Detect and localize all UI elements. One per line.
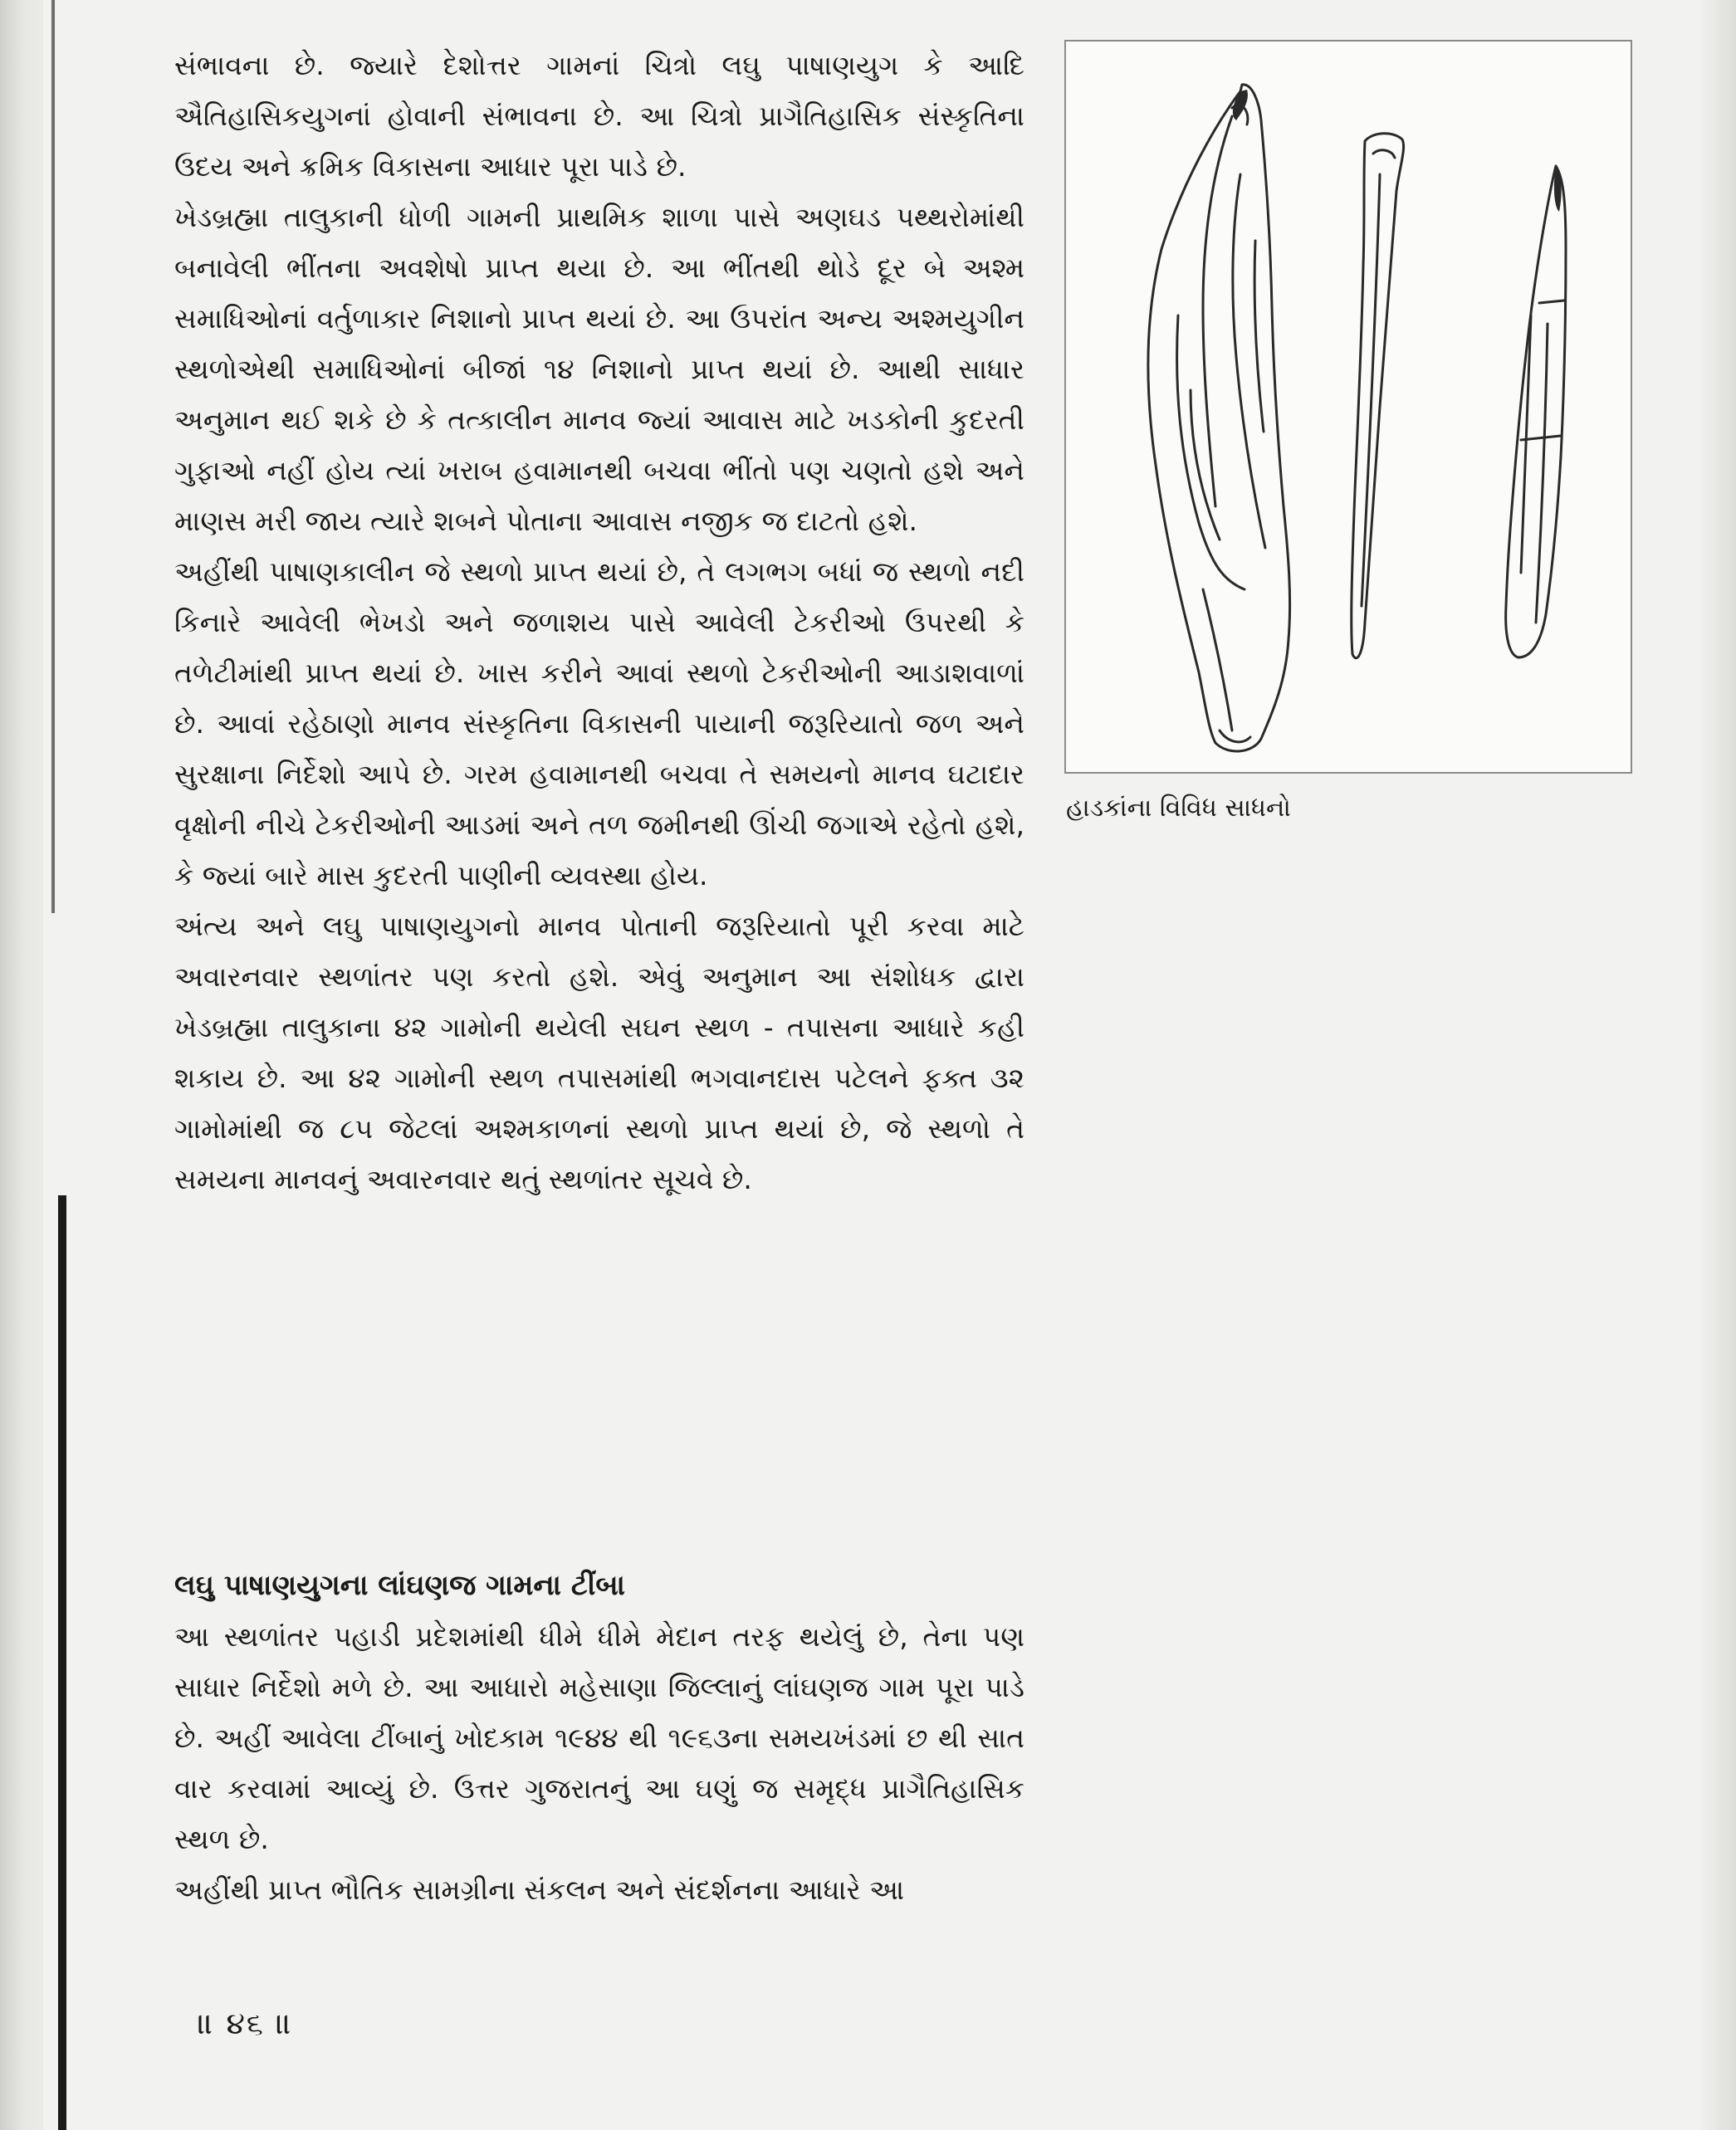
section-heading: લઘુ પાષાણયુગના લાંઘણજ ગામના ટીંબા <box>174 1569 625 1602</box>
spear-point-bone-tool <box>1506 166 1566 657</box>
large-bone-tool <box>1148 85 1290 751</box>
gutter-line <box>51 0 55 913</box>
figure-caption: હાડકાંના વિવિધ સાધનો <box>1066 794 1291 823</box>
section-paragraph-2: અહીંથી પ્રાપ્ત ભૌતિક સામગ્રીના સંકલન અને સંદર્શનના આધારે આ <box>174 1874 905 1906</box>
bone-tools-figure <box>1064 40 1632 774</box>
paragraph-1: સંભાવના છે. જ્યારે દેશોત્તર ગામનાં ચિત્રો લઘુ પાષાણયુગ કે આદિ ઐતિહાસિકયુગનાં હોવાની સંભાવના છે. આ ચિત્રો પ્રાગૈતિહાસિક સંસ્કૃતિના ઉદય અને ક્રમિક વિકાસના આધાર પૂરા પાડે છે. <box>174 49 1024 183</box>
paragraph-2: ખેડબ્રહ્મા તાલુકાની ધોળી ગામની પ્રાથમિક શાળા પાસે અણઘડ પથ્થરોમાંથી બનાવેલી ભીંતના અવશેષો પ્રાપ્ત થયા છે. આ ભીંતથી થોડે દૂર બે અશ્મ સમાધિઓનાં વર્તુળાકાર નિશાનો પ્રાપ્ત થયાં છે. આ ઉપરાંત અન્ય અશ્મયુગીન સ્થળોએથી સમાધિઓનાં બીજાં ૧૪ નિશાનો પ્રાપ્ત થયાં છે. આથી સાધાર અનુમાન થઈ શકે છે કે તત્કાલીન માનવ જ્યાં આવાસ માટે ખડકોની કુદરતી ગુફાઓ નહીં હોય ત્યાં ખરાબ હવામાનથી બચવા ભીંતો પણ ચણતો હશે અને માણસ મરી જાય ત્યારે શબને પોતાના આવાસ નજીક જ દાટતો હશે. <box>174 201 1024 537</box>
page-number: ॥ ૪૬ ॥ <box>198 2007 294 2041</box>
tool-tip-shading <box>1233 90 1248 120</box>
paragraph-4: અંત્ય અને લઘુ પાષાણયુગનો માનવ પોતાની જરૂરિયાતો પૂરી કરવા માટે અવારનવાર સ્થળાંતર પણ કરતો હશે. એવું અનુમાન આ સંશોધક દ્વારા ખેડબ્રહ્મા તાલુકાના ૪૨ ગામોની થયેલી સઘન સ્થળ - તપાસના આધારે કહી શકાય છે. આ ૪૨ ગામોની સ્થળ તપાસમાંથી ભગવાનદાસ પટેલને ફક્ત ૩૨ ગામોમાંથી જ ૮૫ જેટલાં અશ્મકાળનાં સ્થળો પ્રાપ્ત થયાં છે, જે સ્થળો તે સમયના માનવનું અવારનવાર થતું સ્થળાંતર સૂચવે છે. <box>174 910 1024 1195</box>
section-text-column <box>174 1611 1024 1915</box>
body-text-column <box>174 40 1024 1204</box>
page-edge-shadow <box>1700 0 1736 2130</box>
bone-tools-illustration <box>1066 42 1631 772</box>
section-paragraph-1: આ સ્થળાંતર પહાડી પ્રદેશમાંથી ધીમે ધીમે મેદાન તરફ થયેલું છે, તેના પણ સાધાર નિર્દેશો મળે છે. આ આધારો મહેસાણા જિલ્લાનું લાંઘણજ ગામ પૂરા પાડે છે. અહીં આવેલા ટીંબાનું ખોદકામ ૧૯૪૪ થી ૧૯૬૩ના સમયખંડમાં છ થી સાત વાર કરવામાં આવ્યું છે. ઉત્તર ગુજરાતનું આ ઘણું જ સમૃદ્ધ પ્રાગૈતિહાસિક સ્થળ છે. <box>174 1620 1024 1855</box>
awl-bone-tool <box>1352 134 1404 658</box>
paragraph-3: અહીંથી પાષાણકાલીન જે સ્થળો પ્રાપ્ત થયાં છે, તે લગભગ બધાં જ સ્થળો નદી કિનારે આવેલી ભેખડો અને જળાશય પાસે આવેલી ટેકરીઓ ઉપરથી કે તળેટીમાંથી પ્રાપ્ત થયાં છે. ખાસ કરીને આવાં સ્થળો ટેકરીઓની આડાશવાળાં છે. આવાં રહેઠાણો માનવ સંસ્કૃતિના વિકાસની પાયાની જરૂરિયાતો જળ અને સુરક્ષાના નિર્દેશો આપે છે. ગરમ હવામાનથી બચવા તે સમયનો માનવ ઘટાદાર વૃક્ષોની નીચે ટેકરીઓની આડમાં અને તળ જમીનથી ઊંચી જગાએ રહેતો હશે, કે જ્યાં બારે માસ કુદરતી પાણીની વ્યવસ્થા હોય. <box>174 555 1024 892</box>
gutter-edge <box>58 1195 66 2130</box>
